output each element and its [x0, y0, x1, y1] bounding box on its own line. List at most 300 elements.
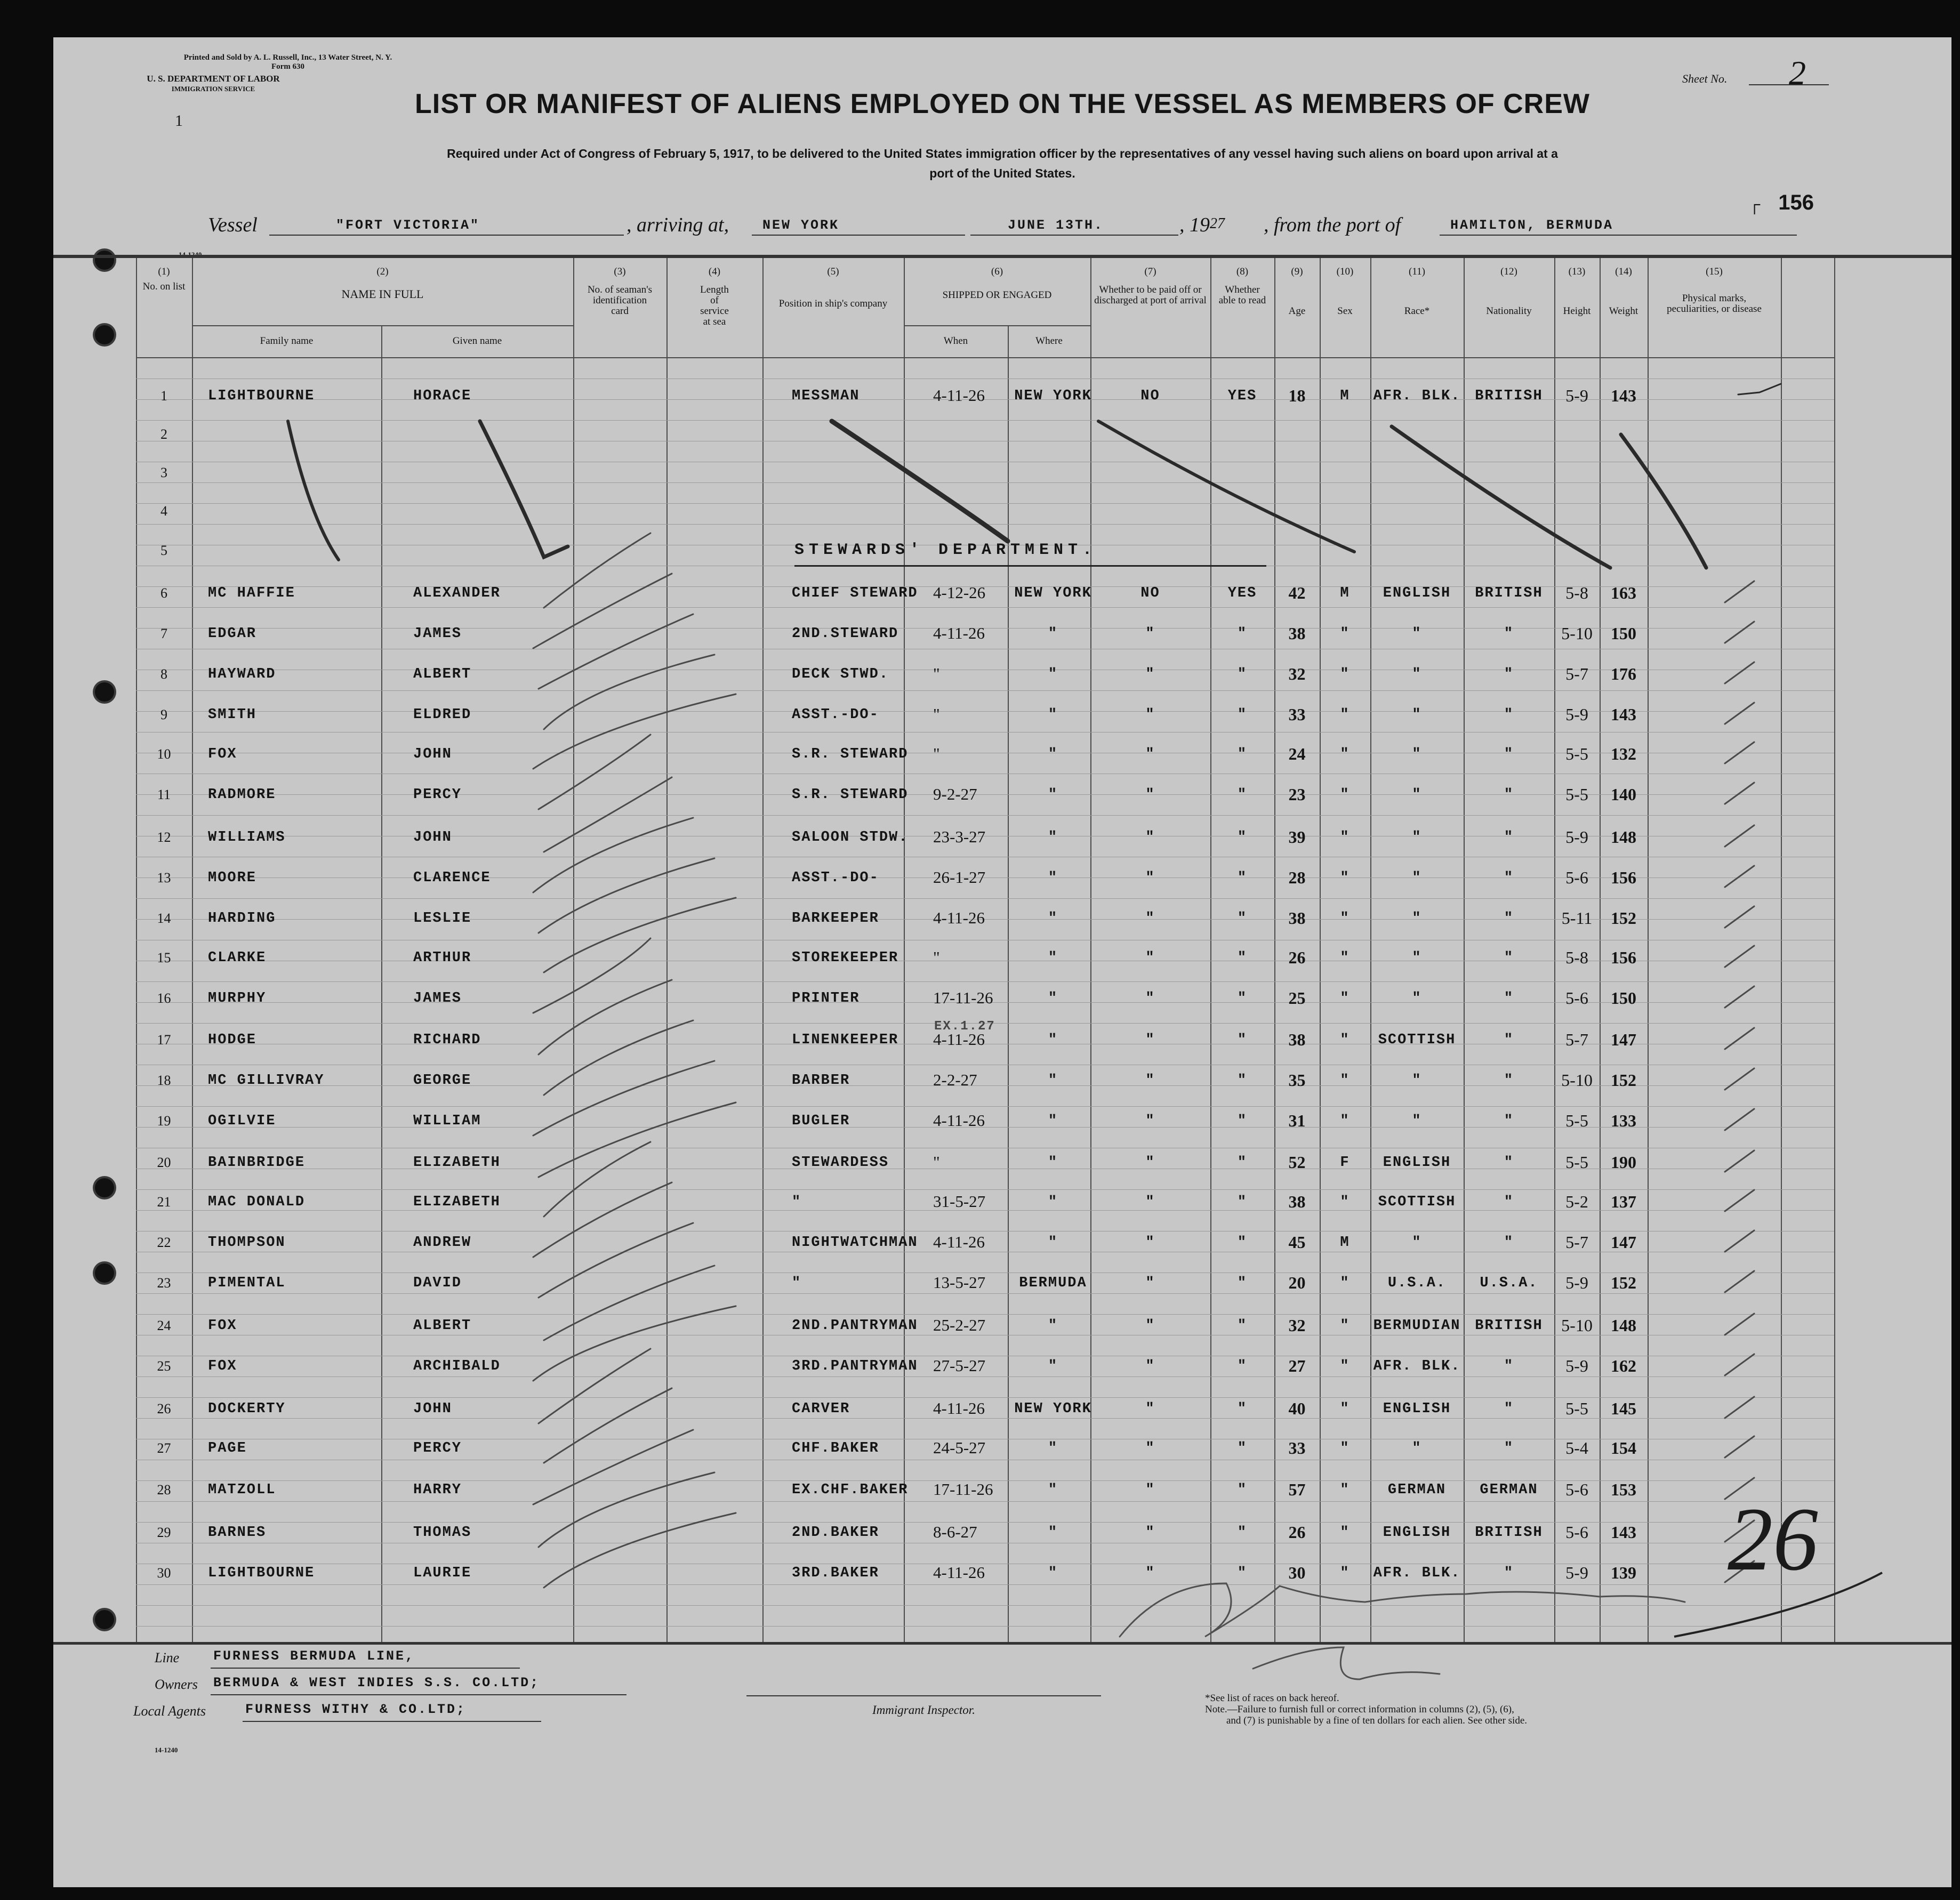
col-label: Physical marks, peculiarities, or disease [1667, 293, 1762, 315]
height-cell: 5-6 [1565, 1480, 1588, 1499]
weight-cell: 139 [1611, 1563, 1636, 1582]
from-port: HAMILTON, BERMUDA [1450, 218, 1614, 233]
nationality-cell: BRITISH [1475, 388, 1543, 404]
check-stroke [533, 938, 650, 1013]
given-name-cell: ALBERT [413, 666, 472, 682]
able-to-read-cell: " [1237, 830, 1248, 846]
row-number-cell: 30 [157, 1565, 171, 1581]
age-cell: 40 [1288, 1399, 1306, 1418]
height-cell: 5-10 [1561, 1316, 1593, 1335]
weight-cell: 150 [1611, 988, 1636, 1008]
vessel-name: "FORT VICTORIA" [336, 218, 480, 233]
nationality-cell: " [1504, 870, 1514, 886]
agents-value: FURNESS WITHY & CO.LTD; [245, 1702, 467, 1717]
manifest-sheet [53, 37, 1951, 1887]
age-cell: 32 [1288, 664, 1306, 683]
shipped-when-cell: 24-5-27 [933, 1438, 986, 1457]
row-number-cell: 17 [157, 1032, 171, 1048]
family-name-cell: MURPHY [208, 991, 267, 1007]
shipped-when-cell: 2-2-27 [933, 1070, 977, 1089]
age-cell: 23 [1288, 785, 1306, 804]
able-to-read-cell: " [1237, 870, 1248, 886]
able-to-read-cell: " [1237, 1032, 1248, 1048]
col-label: Weight [1609, 305, 1638, 317]
paid-off-cell: NO [1140, 585, 1160, 601]
position-cell: 2ND.STEWARD [792, 626, 899, 642]
able-to-read-cell: " [1237, 626, 1248, 642]
age-cell: 28 [1288, 868, 1306, 887]
row-number-cell: 21 [157, 1194, 171, 1210]
shipped-where-cell: " [1048, 1482, 1058, 1498]
col-num: (3) [614, 266, 626, 277]
height-cell: 5-5 [1565, 1399, 1588, 1418]
row-number-cell: 12 [157, 830, 171, 845]
footer-note [1205, 1693, 1527, 1726]
row-number-cell: 24 [157, 1318, 171, 1333]
row-number-cell: 3 [160, 465, 167, 480]
height-cell: 5-5 [1565, 1153, 1588, 1172]
nationality-cell: " [1504, 1401, 1514, 1417]
position-cell: SALOON STDW. [792, 830, 909, 846]
position-cell: MESSMAN [792, 388, 860, 404]
height-cell: 5-7 [1565, 664, 1588, 683]
shipped-when-cell: " [933, 1153, 940, 1171]
race-cell: ENGLISH [1383, 1155, 1451, 1171]
check-stroke [539, 1472, 714, 1547]
shipped-when-cell: 4-11-26 [933, 624, 985, 642]
family-name-cell: THOMPSON [208, 1235, 286, 1251]
col-num: (4) [708, 266, 721, 277]
weight-check-stroke [1725, 783, 1754, 804]
nationality-cell: " [1504, 666, 1514, 682]
family-name-cell: BAINBRIDGE [208, 1155, 306, 1171]
age-cell: 42 [1288, 583, 1306, 602]
manifest-title: LIST OR MANIFEST OF ALIENS EMPLOYED ON THE VESSEL AS MEMBERS OF CREW [415, 88, 1590, 119]
able-to-read-cell: " [1237, 1155, 1248, 1171]
nationality-cell: U.S.A. [1480, 1275, 1538, 1291]
row-number-cell: 14 [157, 911, 171, 926]
col2b-header: Given name [452, 335, 502, 347]
row-number-cell: 28 [157, 1482, 171, 1498]
weight-check-stroke [1725, 906, 1754, 928]
able-to-read-cell: " [1237, 1194, 1248, 1210]
family-name-cell: OGILVIE [208, 1113, 276, 1129]
cancel-stroke [832, 421, 1008, 541]
row-number-cell: 7 [160, 626, 167, 641]
col-label: Nationality [1486, 305, 1532, 317]
stamp-mark-icon: ┌ [1749, 196, 1761, 213]
paid-off-cell: " [1145, 666, 1155, 682]
able-to-read-cell: " [1237, 1275, 1248, 1291]
col2a-header: Family name [260, 335, 314, 347]
col-label: No. of seaman's identification card [587, 284, 653, 317]
sex-cell: " [1340, 1440, 1350, 1456]
col-label: Race* [1404, 305, 1430, 317]
given-name-cell: CLARENCE [413, 870, 491, 886]
position-cell: S.R. STEWARD [792, 746, 909, 762]
weight-check-stroke [1725, 703, 1754, 724]
race-cell: " [1412, 1440, 1422, 1456]
race-cell: " [1412, 991, 1422, 1007]
pencil-marks [53, 37, 1951, 1887]
age-cell: 25 [1288, 988, 1306, 1008]
shipped-where-cell: " [1048, 1440, 1058, 1456]
given-name-cell: ANDREW [413, 1235, 472, 1251]
weight-check-stroke [1725, 1397, 1754, 1418]
shipped-where-cell: " [1048, 1525, 1058, 1541]
age-cell: 27 [1288, 1356, 1306, 1375]
shipped-where-cell: NEW YORK [1014, 1401, 1092, 1417]
sex-cell: " [1340, 666, 1350, 682]
sex-cell: " [1340, 1275, 1350, 1291]
able-to-read-cell: " [1237, 1113, 1248, 1129]
col-label: Position in ship's company [778, 298, 888, 309]
age-cell: 20 [1288, 1273, 1306, 1292]
height-cell: 5-9 [1565, 827, 1588, 847]
check-stroke [533, 818, 693, 892]
race-cell: U.S.A. [1387, 1275, 1447, 1291]
shipped-where-cell: BERMUDA [1019, 1275, 1087, 1291]
weight-check-stroke [1725, 1354, 1754, 1375]
family-name-cell: MC GILLIVRAY [208, 1073, 325, 1089]
weight-check-stroke [1725, 622, 1754, 643]
shipped-when-cell: " [933, 664, 940, 683]
sex-cell: " [1340, 911, 1350, 927]
weight-check-stroke [1725, 1190, 1754, 1211]
cancel-stroke [1621, 434, 1706, 568]
race-cell: " [1412, 830, 1422, 846]
family-name-cell: EDGAR [208, 626, 257, 642]
family-name-cell: MAC DONALD [208, 1194, 306, 1210]
shipped-where-cell: NEW YORK [1014, 585, 1092, 601]
check-stroke [533, 1061, 714, 1136]
given-name-cell: HORACE [413, 388, 472, 404]
row-number-cell: 4 [160, 503, 167, 519]
able-to-read-cell: " [1237, 666, 1248, 682]
height-cell: 5-9 [1565, 1563, 1588, 1582]
given-name-cell: JAMES [413, 991, 462, 1007]
shipped-when-cell: 4-11-26 [933, 1111, 985, 1130]
age-cell: 57 [1288, 1480, 1306, 1499]
paid-off-cell: " [1145, 1155, 1155, 1171]
family-name-cell: HAYWARD [208, 666, 276, 682]
weight-check-stroke [1725, 866, 1754, 887]
able-to-read-cell: " [1237, 1235, 1248, 1251]
row-number-cell: 23 [157, 1275, 171, 1291]
paid-off-cell: " [1145, 1073, 1155, 1089]
family-name-cell: HODGE [208, 1032, 257, 1048]
able-to-read-cell: " [1237, 1073, 1248, 1089]
check-stroke [533, 574, 672, 648]
shipped-where-cell: " [1048, 991, 1058, 1007]
age-cell: 31 [1288, 1111, 1306, 1130]
height-cell: 5-9 [1565, 705, 1588, 724]
given-name-cell: LAURIE [413, 1565, 472, 1581]
nationality-cell: " [1504, 950, 1514, 966]
department-heading: STEWARDS' DEPARTMENT. [794, 541, 1097, 559]
col-label: Age [1288, 305, 1306, 317]
family-name-cell: DOCKERTY [208, 1401, 286, 1417]
col-label: Sex [1337, 305, 1353, 317]
given-name-cell: RICHARD [413, 1032, 481, 1048]
weight-check-stroke [1725, 1314, 1754, 1335]
given-name-cell: HARRY [413, 1482, 462, 1498]
age-cell: 39 [1288, 827, 1306, 847]
shipped-when-cell: 4-11-26 [933, 1030, 985, 1049]
row-number-cell: 19 [157, 1113, 171, 1129]
given-name-cell: LESLIE [413, 911, 472, 927]
weight-cell: 153 [1611, 1480, 1636, 1499]
able-to-read-cell: " [1237, 950, 1248, 966]
given-name-cell: ELIZABETH [413, 1155, 501, 1171]
height-cell: 5-8 [1565, 948, 1588, 967]
inspector-line [746, 1695, 1101, 1696]
shipped-where-cell: " [1048, 626, 1058, 642]
note-line: *See list of races on back hereof. [1205, 1693, 1339, 1704]
race-cell: " [1412, 1073, 1422, 1089]
family-name-cell: HARDING [208, 911, 276, 927]
row-number-cell: 2 [160, 426, 167, 442]
col-label: SHIPPED OR ENGAGED [942, 289, 1052, 301]
stamp-number-value: 156 [1778, 191, 1814, 214]
row-number-cell: 10 [157, 746, 171, 762]
paid-off-cell: " [1145, 830, 1155, 846]
race-cell: AFR. BLK. [1373, 388, 1461, 404]
position-cell: S.R. STEWARD [792, 787, 909, 803]
shipped-when-cell: 9-2-27 [933, 785, 977, 803]
from-port-label: , from the port of [1264, 214, 1401, 236]
sex-cell: " [1340, 991, 1350, 1007]
height-cell: 5-5 [1565, 744, 1588, 763]
position-cell: CARVER [792, 1401, 850, 1417]
age-cell: 33 [1288, 1438, 1306, 1458]
col-num: (5) [827, 266, 839, 277]
position-cell: BARBER [792, 1073, 850, 1089]
able-to-read-cell: YES [1227, 388, 1257, 404]
check-stroke [544, 533, 650, 608]
given-name-cell: JOHN [413, 1401, 452, 1417]
family-name-cell: WILLIAMS [208, 830, 286, 846]
signature-stroke [1253, 1647, 1440, 1679]
sex-cell: " [1340, 870, 1350, 886]
col-label: NAME IN FULL [341, 287, 424, 301]
position-cell: STEWARDESS [792, 1155, 889, 1171]
height-cell: 5-4 [1565, 1438, 1588, 1458]
paid-off-cell: " [1145, 1318, 1155, 1334]
height-cell: 5-6 [1565, 1523, 1588, 1542]
race-cell: BERMUDIAN [1373, 1318, 1461, 1334]
col-num: (10) [1336, 266, 1354, 277]
weight-cell: 143 [1611, 1523, 1636, 1542]
given-name-cell: JAMES [413, 626, 462, 642]
shipped-where-cell: " [1048, 1155, 1058, 1171]
sex-cell: " [1340, 746, 1350, 762]
sheet-no-value: 2 [1789, 54, 1806, 92]
able-to-read-cell: " [1237, 746, 1248, 762]
nationality-cell: " [1504, 1235, 1514, 1251]
position-cell: PRINTER [792, 991, 860, 1007]
age-cell: 26 [1288, 1523, 1306, 1542]
nationality-cell: " [1504, 1073, 1514, 1089]
shipped-when-cell: " [933, 744, 940, 763]
agents-label: Local Agents [133, 1703, 206, 1719]
weight-check-stroke [1725, 662, 1754, 683]
handwritten-total: 26 [1728, 1489, 1818, 1589]
check-stroke [533, 1182, 672, 1257]
paid-off-cell: " [1145, 1275, 1155, 1291]
position-cell: 3RD.PANTRYMAN [792, 1358, 918, 1374]
height-cell: 5-10 [1561, 1070, 1593, 1090]
weight-cell: 148 [1611, 827, 1636, 847]
weight-check-stroke [1725, 986, 1754, 1008]
shipped-when-cell: 8-6-27 [933, 1523, 977, 1541]
corner-mark: 1 [175, 112, 183, 130]
height-cell: 5-7 [1565, 1233, 1588, 1252]
row-number-cell: 25 [157, 1358, 171, 1374]
check-stroke [539, 614, 693, 689]
given-name-cell: GEORGE [413, 1073, 472, 1089]
nationality-cell: " [1504, 1194, 1514, 1210]
given-name-cell: ALEXANDER [413, 585, 501, 601]
nationality-cell: " [1504, 1358, 1514, 1374]
shipped-where-cell: " [1048, 1565, 1058, 1581]
height-cell: 5-8 [1565, 583, 1588, 602]
weight-cell: 154 [1611, 1438, 1636, 1458]
paid-off-cell: " [1145, 1525, 1155, 1541]
shipped-when-cell: 23-3-27 [933, 827, 986, 846]
inspector-label: Immigrant Inspector. [872, 1703, 975, 1717]
paid-off-cell: " [1145, 911, 1155, 927]
nationality-cell: " [1504, 1113, 1514, 1129]
year-prefix: , 19 [1179, 214, 1210, 236]
race-cell: " [1412, 950, 1422, 966]
shipped-where-cell: " [1048, 911, 1058, 927]
race-cell: ENGLISH [1383, 1525, 1451, 1541]
weight-check-stroke [1725, 581, 1754, 602]
check-stroke [544, 1266, 714, 1340]
row-number-cell: 26 [157, 1401, 171, 1416]
col-num: (6) [991, 266, 1003, 277]
height-cell: 5-9 [1565, 386, 1588, 405]
paid-off-cell: " [1145, 707, 1155, 723]
col6a-header: When [943, 335, 968, 347]
shipped-where-cell: " [1048, 1358, 1058, 1374]
family-name-cell: PIMENTAL [208, 1275, 286, 1291]
able-to-read-cell: " [1237, 1318, 1248, 1334]
weight-cell: 152 [1611, 908, 1636, 928]
weight-cell: 133 [1611, 1111, 1636, 1130]
shipped-where-cell: " [1048, 870, 1058, 886]
form-code-bottom: 14-1240 [155, 1746, 178, 1754]
position-cell: " [792, 1194, 802, 1210]
family-name-cell: MOORE [208, 870, 257, 886]
weight-cell: 163 [1611, 583, 1636, 602]
sex-cell: M [1340, 585, 1350, 601]
check-stroke [544, 1142, 650, 1217]
weight-check-stroke [1725, 1436, 1754, 1458]
shipped-when-cell: " [933, 705, 940, 723]
col-num: (9) [1291, 266, 1303, 277]
paid-off-cell: " [1145, 1401, 1155, 1417]
position-cell: CHIEF STEWARD [792, 585, 918, 601]
family-name-cell: BARNES [208, 1525, 267, 1541]
sex-cell: " [1340, 787, 1350, 803]
height-cell: 5-6 [1565, 868, 1588, 887]
able-to-read-cell: " [1237, 1482, 1248, 1498]
weight-check-stroke [1725, 1150, 1754, 1172]
shipped-where-cell: " [1048, 950, 1058, 966]
col-num: (8) [1236, 266, 1249, 277]
check-stroke [539, 858, 714, 933]
vessel-label: Vessel [208, 214, 258, 236]
weight-cell: 176 [1611, 664, 1636, 683]
sex-cell: " [1340, 626, 1350, 642]
given-name-cell: ELIZABETH [413, 1194, 501, 1210]
family-name-cell: CLARKE [208, 950, 267, 966]
position-cell: 2ND.BAKER [792, 1525, 879, 1541]
paid-off-cell: " [1145, 626, 1155, 642]
check-stroke [539, 980, 672, 1054]
shipped-when-cell: 4-11-26 [933, 1233, 985, 1251]
position-cell: NIGHTWATCHMAN [792, 1235, 918, 1251]
imprint-line: Form 630 [271, 62, 305, 71]
check-stroke [539, 1349, 650, 1423]
col-label: No. on list [142, 281, 186, 292]
given-name-cell: PERCY [413, 787, 462, 803]
height-cell: 5-5 [1565, 1111, 1588, 1130]
race-cell: ENGLISH [1383, 1401, 1451, 1417]
weight-cell: 152 [1611, 1070, 1636, 1090]
weight-cell: 145 [1611, 1399, 1636, 1418]
row-number-cell: 18 [157, 1073, 171, 1088]
sex-cell: " [1340, 1073, 1350, 1089]
check-stroke [539, 1102, 736, 1177]
age-cell: 30 [1288, 1563, 1306, 1582]
check-stroke [544, 1020, 693, 1095]
shipped-when-cell: 4-12-26 [933, 583, 986, 602]
imprint-line: Printed and Sold by A. L. Russell, Inc., 13 Water Street, N. Y. [183, 53, 392, 62]
sex-cell: " [1340, 707, 1350, 723]
paid-off-cell: " [1145, 870, 1155, 886]
check-stroke [533, 1306, 736, 1381]
shipped-when-cell: 4-11-26 [933, 908, 985, 927]
check-stroke [533, 1430, 693, 1504]
able-to-read-cell: " [1237, 787, 1248, 803]
check-stroke [539, 1223, 693, 1298]
paid-off-cell: " [1145, 950, 1155, 966]
nationality-cell: " [1504, 1440, 1514, 1456]
family-name-cell: FOX [208, 1358, 237, 1374]
age-cell: 38 [1288, 1192, 1306, 1211]
height-cell: 5-9 [1565, 1273, 1588, 1292]
age-cell: 45 [1288, 1233, 1306, 1252]
col-num: (15) [1706, 266, 1723, 277]
paid-off-cell: " [1145, 1194, 1155, 1210]
position-cell: BARKEEPER [792, 911, 879, 927]
position-cell: 3RD.BAKER [792, 1565, 879, 1581]
sheet-no-label: Sheet No. [1682, 72, 1728, 85]
given-name-cell: ALBERT [413, 1318, 472, 1334]
shipped-when-cell: 26-1-27 [933, 868, 986, 887]
weight-cell: 150 [1611, 624, 1636, 643]
row-number-cell: 13 [157, 870, 171, 885]
col-num: (11) [1409, 266, 1425, 277]
paid-off-cell: NO [1140, 388, 1160, 404]
arrival-date: JUNE 13TH. [1008, 218, 1104, 233]
shipped-where-cell: " [1048, 1032, 1058, 1048]
row-number-cell: 20 [157, 1155, 171, 1170]
given-name-cell: ARTHUR [413, 950, 472, 966]
